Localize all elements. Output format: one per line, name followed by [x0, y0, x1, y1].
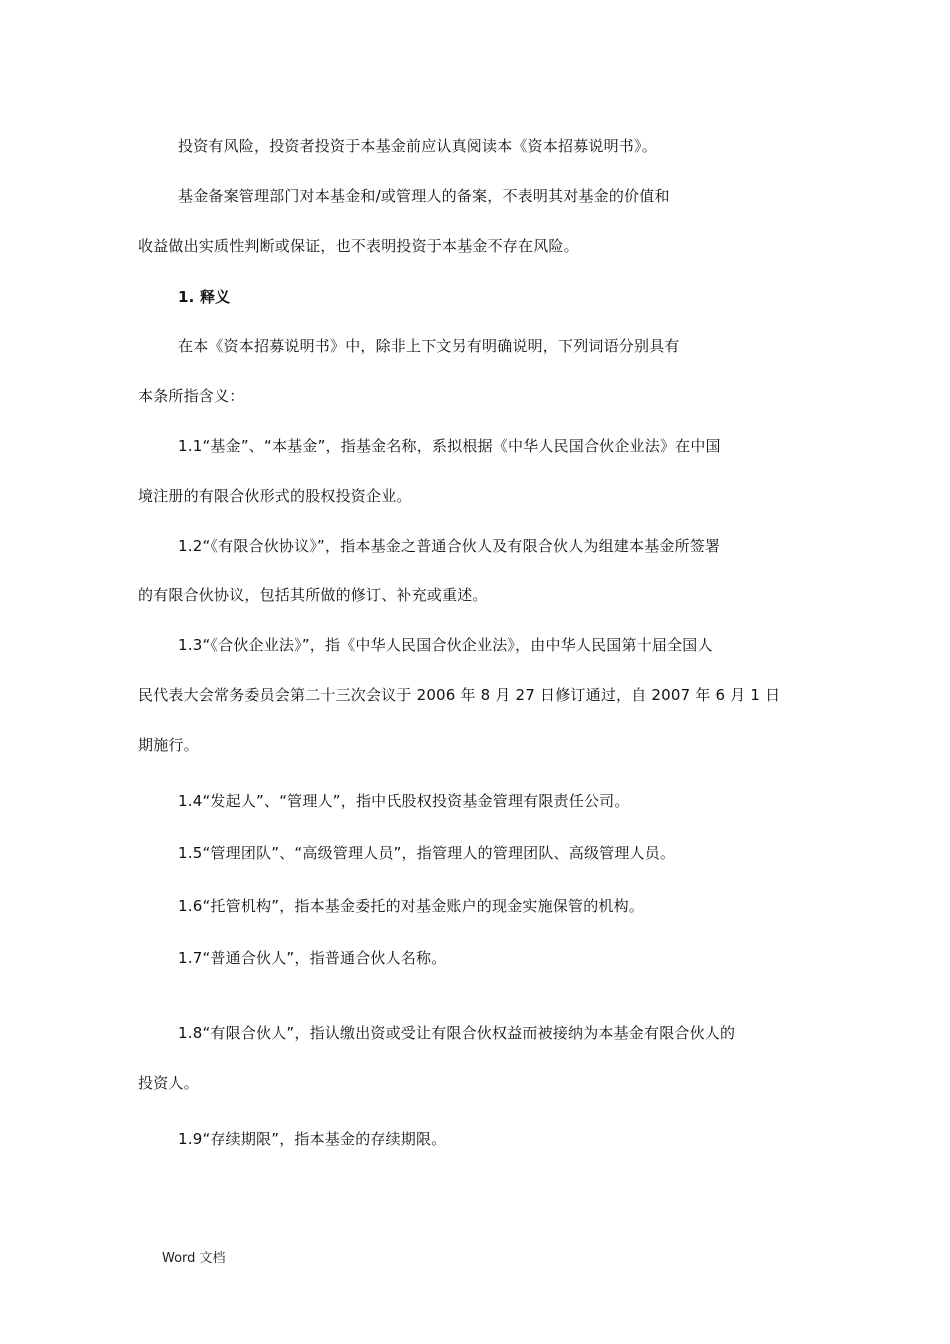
item-1-3-line-3: 期施行。: [138, 736, 199, 754]
item-1-3-line-2: 民代表大会常务委员会第二十三次会议于 2006 年 8 月 27 日修订通过，自 2007 年 6 月 1 日: [138, 686, 781, 704]
item-1-8-line-1: 1.8“有限合伙人”，指认缴出资或受让有限合伙权益而被接纳为本基金有限合伙人的: [178, 1024, 736, 1042]
item-1-5: 1.5“管理团队”、“高级管理人员”，指管理人的管理团队、高级管理人员。: [178, 844, 676, 862]
item-1-6: 1.6“托管机构”，指本基金委托的对基金账户的现金实施保管的机构。: [178, 897, 644, 915]
intro-paragraph: 投资有风险，投资者投资于本基金前应认真阅读本《资本招募说明书》。: [178, 137, 657, 155]
item-1-8-line-2: 投资人。: [138, 1074, 199, 1092]
section-heading: 1. 释义: [178, 288, 231, 306]
item-1-7: 1.7“普通合伙人”，指普通合伙人名称。: [178, 949, 447, 967]
item-1-1-line-1: 1.1“基金”、“本基金”，指基金名称，系拟根据《中华人民国合伙企业法》在中国: [178, 437, 721, 455]
item-1-2-line-1: 1.2“《有限合伙协议》”，指本基金之普通合伙人及有限合伙人为组建本基金所签署: [178, 537, 721, 555]
record-paragraph-line-1: 基金备案管理部门对本基金和/或管理人的备案，不表明其对基金的价值和: [178, 187, 670, 205]
page-footer: Word 文档: [162, 1251, 226, 1266]
item-1-2-line-2: 的有限合伙协议，包括其所做的修订、补充或重述。: [138, 586, 488, 604]
item-1-3-line-1: 1.3“《合伙企业法》”，指《中华人民国合伙企业法》，由中华人民国第十届全国人: [178, 636, 713, 654]
definition-intro-line-2: 本条所指含义：: [138, 387, 245, 405]
item-1-4: 1.4“发起人”、“管理人”，指中氏股权投资基金管理有限责任公司。: [178, 792, 630, 810]
item-1-9: 1.9“存续期限”，指本基金的存续期限。: [178, 1130, 447, 1148]
record-paragraph-line-2: 收益做出实质性判断或保证，也不表明投资于本基金不存在风险。: [138, 237, 579, 255]
definition-intro-line-1: 在本《资本招募说明书》中，除非上下文另有明确说明，下列词语分别具有: [178, 337, 680, 355]
item-1-1-line-2: 境注册的有限合伙形式的股权投资企业。: [138, 487, 412, 505]
